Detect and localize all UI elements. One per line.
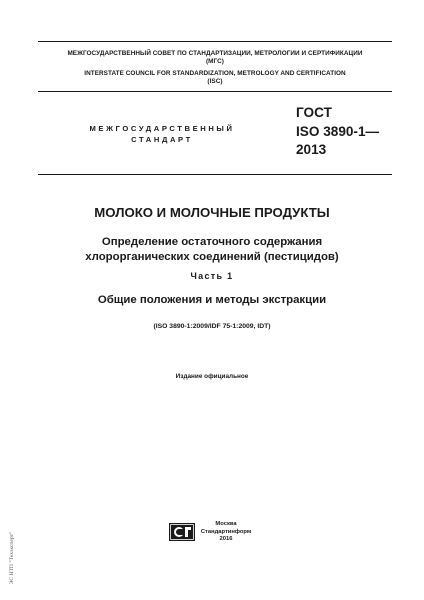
publisher-city: Москва [215,521,237,527]
document-subtitle [20,235,404,264]
standartinform-logo-icon [169,523,195,541]
publisher-name: Стандартинформ [200,528,252,535]
council-ru-line1: МЕЖГОСУДАРСТВЕННЫЙ СОВЕТ ПО СТАНДАРТИЗАЦИИ, МЕТРОЛОГИИ И СЕРТИФИКАЦИИ [67,50,363,57]
gost-line1: ГОСТ [296,105,332,120]
gost-designation [296,104,416,160]
publisher-year: 2016 [219,536,233,543]
document-title: МОЛОКО И МОЛОЧНЫЕ ПРОДУКТЫ [94,205,330,220]
interstate-standard-label [70,123,254,145]
gost-line2: ISO 3890-1— [296,123,380,139]
title-top-rule [38,174,392,175]
subtitle-line2: хлорорганических соединений (пестицидов) [85,250,339,263]
standard-label-line2: СТАНДАРТ [131,135,193,144]
council-en-line2: (ISC) [207,78,223,86]
part-title: Общие положения и методы экстракции [97,294,327,306]
council-ru [38,50,392,67]
publisher-block [196,521,256,544]
standard-label-line1: МЕЖГОСУДАРСТВЕННЫЙ [89,124,235,133]
council-en [38,70,392,87]
source-stamp [7,520,17,596]
council-ru-line2: (МГС) [206,58,224,66]
edition-note: Издание официальное [175,373,249,380]
part-number: Часть 1 [190,271,234,281]
iso-reference: (ISO 3890-1:2009/IDF 75-1:2009, IDT) [153,323,271,330]
top-rule [38,41,392,42]
subtitle-line1: Определение остаточного содержания [101,236,323,248]
council-en-line1: INTERSTATE COUNCIL FOR STANDARDIZATION, METROLOGY AND CERTIFICATION [84,70,346,77]
source-stamp-text: ЭС НТП "Техэксперт" [9,531,15,585]
header-bottom-rule [38,91,392,92]
gost-line3: 2013 [296,142,327,157]
